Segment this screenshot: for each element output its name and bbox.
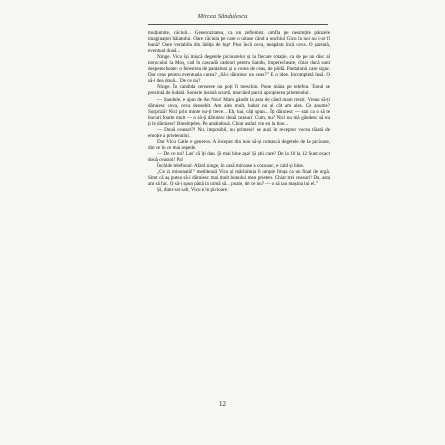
paragraph: Închide telefonul. Afară ninge, în casă miroase a cozonac, e cald și bine. (157, 163, 305, 170)
paragraph: „Ce zi minunată!” meditează Vicu și mărinimia îi umple ființa ca un final de orgă. Simt că aș putea să-i dăruiesc mai mult bunului meu prieten. Chiar trei ceasuri! Da, asta am să fac. O să-i spun până la urmă să... poate, de ce nu? — o să iau mașina lui el.” (148, 169, 330, 188)
running-head: Mircea Săndulescu (197, 13, 248, 20)
paragraph: — De ce nu? Las' că îți dau. Și mai bine așa! Și știi care? De la 10 la 12 Sunt exact două ceasuri! Pa! (148, 150, 330, 163)
paragraph: Dar Vicu Catie e generos. A început din nou să-și rotească degetele de la picioare, din ce în ce mai repede. (148, 138, 330, 151)
header-rule (148, 24, 328, 25)
page-number: 12 (219, 400, 226, 408)
paragraph: Și, dintr-un salt, Vicu e în picioare. (157, 187, 229, 194)
paragraph: Ninge. Vicu își mișcă degetele picioarelor și la fiecare rotație, ca de pe un disc al norocului la Moș, cad în cascadă cadouri pentru Sandu, împerecheate, chiar dacă sunt desperecheate: o ferestrea de pantaloni și o curea de ceas, de pildă. Pantalonii care sigur. Dar ceas pentru eventuala curea? „Să-i dăruiesc un ceas?” E o idee. Incompletă însă. O să-i dea două... De ce nu? (148, 54, 330, 85)
body-text (148, 30, 330, 390)
paragraph: mulțumite, căciuli... Generozitatea, ca un zeflemist, umfla pe nesimțite pânzele imaginației băiatului. Oare căciula pe care o uitase când a unchiul Gicu la noi nu i-ar fi bună? Oare veriabila din lădița de lup! Plus încă ceva, neapărat încă ceva. O șareată, eventual două... (148, 30, 330, 55)
paragraph: Ninge. În candida cerneree nu poți fi meschin. Pune mâna pe telefon. Tonul se prezintă de îndată. Sonerie insistă scurtă, marcând parcă apropierea prietenului. (148, 84, 330, 97)
paragraph: — Sandule, e ajun de An Nou! Mam gândit la asta de când mam trezit. Vreau să-ți dăruiesc ceva, ceva deosebit. Am ales mult, habar nu ai cât am ales. Ce anume? Surpriză! Nici prin minte nu-ți trece... Eh, hai, câți spun... Îți dăruiesc — stai ca o să te bucuri foarte mult — o să-ți dăruiesc două ceasuri. Cum, nu? Nici nu mă gândesc să nu ți le dăruiesc! Bineînțeles. Pe amândouă. Chiar astăzi vin eu la tine... (148, 96, 330, 127)
paragraph: — Două ceasuri?! Nu, imposibil, nu primesc! se auzi în receptor vocea tăiată de emoție a prietenului. (148, 126, 330, 139)
